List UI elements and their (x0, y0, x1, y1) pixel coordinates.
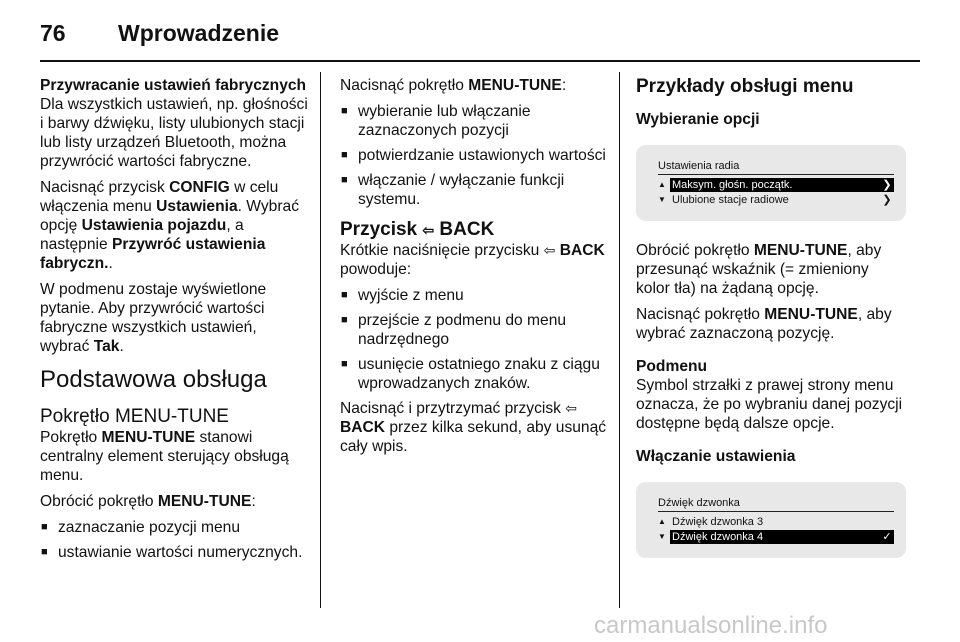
ringtone-screen (636, 482, 906, 558)
paragraph-press-to-select: Nacisnąć pokrętło MENU-TUNE, aby wybrać zaznaczoną pozycję. (636, 306, 892, 342)
heading-select-option: Wybieranie opcji (636, 111, 760, 128)
column-divider (619, 72, 620, 608)
column-divider (320, 72, 321, 608)
back-arrow-icon: ⇦ (422, 222, 435, 238)
list-item: ■ ustawianie wartości numerycznych. (40, 543, 310, 562)
column-1 (40, 76, 310, 568)
paragraph-reset-intro: Dla wszystkich ustawień, np. głośności i barwy dźwięku, listy ulubionych stacji lub listy urządzeń Bluetooth, można przywrócić wartości fabryczne. (40, 96, 308, 170)
list-back-actions (340, 286, 608, 393)
heading-back-button: Przycisk ⇦ BACK (340, 219, 495, 240)
list-item: ■ wyjście z menu (340, 286, 608, 305)
screen-title: Dźwięk dzwonka (658, 496, 894, 512)
paragraph-turn-knob: Obrócić pokrętło MENU-TUNE: (40, 493, 256, 510)
header-rule (40, 60, 920, 62)
page-number: 76 (40, 20, 66, 46)
chevron-right-icon: ❯ (880, 178, 894, 192)
heading-enable-setting: Włączanie ustawienia (636, 448, 796, 465)
list-item: ■ usunięcie ostatniego znaku z ciągu wprowadzanych znaków. (340, 355, 608, 393)
heading-menu-tune: Pokrętło MENU-TUNE (40, 406, 229, 427)
list-item: ■ wybieranie lub włączanie zaznaczonych pozycji (340, 102, 608, 140)
screen-title: Ustawienia radia (658, 159, 894, 175)
scroll-down-icon: ▼ (658, 531, 666, 541)
paragraph-back-short: Krótkie naciśnięcie przycisku ⇦ BACK powoduje: (340, 242, 605, 278)
radio-settings-screen (636, 145, 906, 221)
heading-basic-operation: Podstawowa obsługa (40, 366, 267, 393)
paragraph-submenu: Symbol strzałki z prawej strony menu oznacza, że po wybraniu danej pozycji dostępne będą dalsze opcje. (636, 377, 903, 432)
heading-submenu: Podmenu (636, 358, 708, 375)
paragraph-back-long: Nacisnąć i przytrzymać przycisk ⇦ BACK przez kilka sekund, aby usunąć cały wpis. (340, 400, 607, 455)
scroll-up-icon: ▲ (658, 516, 666, 526)
screen-row: ▲ Dźwięk dzwonka 3 (658, 515, 764, 528)
scroll-down-icon: ▼ (658, 194, 666, 204)
heading-menu-examples: Przykłady obsługi menu (636, 76, 854, 97)
paragraph-turn-to-select: Obrócić pokrętło MENU-TUNE, aby przesunąć wskaźnik (= zmieniony kolor tła) na żądaną opcję. (636, 242, 882, 297)
list-item: ■ przejście z podmenu do menu nadrzędnego (340, 311, 608, 349)
chevron-right-icon: ❯ (882, 193, 892, 206)
list-item: ■ włączanie / wyłączanie funkcji systemu. (340, 171, 608, 209)
back-arrow-icon: ⇦ (543, 242, 556, 258)
paragraph-reset-confirm: W podmenu zostaje wyświetlone pytanie. Aby przywrócić wartości fabryczne wszystkich ustawień, wybrać Tak. (40, 281, 267, 355)
back-arrow-icon: ⇦ (565, 400, 578, 416)
screen-row-selected: ▲ Maksym. głośn. początk. ❯ (658, 177, 894, 192)
paragraph-menu-tune: Pokrętło MENU-TUNE stanowi centralny element sterujący obsługą menu. (40, 429, 289, 484)
screen-row: ▼ Ulubione stacje radiowe ❯ (658, 192, 894, 207)
column-2 (340, 76, 608, 463)
page-title: Wprowadzenie (118, 20, 280, 46)
scroll-up-icon: ▲ (658, 179, 666, 189)
paragraph-press-knob: Nacisnąć pokrętło MENU-TUNE: (340, 77, 567, 94)
list-item: ■ zaznaczanie pozycji menu (40, 518, 310, 537)
screen-row-selected: ▼ Dźwięk dzwonka 4 ✓ (658, 529, 894, 544)
column-3 (636, 76, 906, 572)
list-item: ■ potwierdzanie ustawionych wartości (340, 146, 608, 165)
list-turn-actions (40, 518, 310, 562)
paragraph-reset-steps: Nacisnąć przycisk CONFIG w celu włączenia menu Ustawienia. Wybrać opcję Ustawienia pojazdu, a następnie Przywróć ustawienia fabryczn.. (40, 179, 300, 272)
watermark: carmanualsonline.info (594, 612, 828, 639)
list-press-actions (340, 102, 608, 209)
heading-factory-reset: Przywracanie ustawień fabrycznych (40, 77, 307, 94)
checkmark-icon: ✓ (880, 530, 894, 544)
